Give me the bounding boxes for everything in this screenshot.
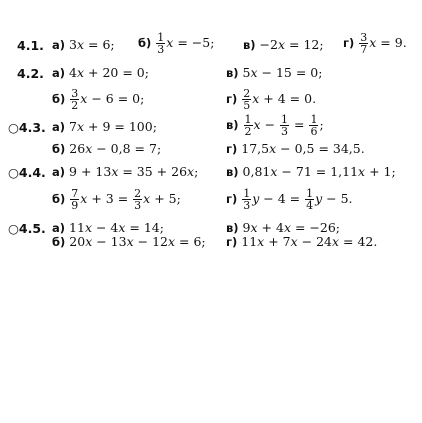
- problem-number: ○4.3.: [8, 120, 46, 135]
- equation: б) 26x − 0,8 = 7;: [52, 141, 162, 156]
- problem-number: 4.1.: [17, 38, 44, 53]
- equation: а) 4x + 20 = 0;: [52, 65, 149, 80]
- equation: г) $\frac{3}{7}$ x = 9.: [343, 31, 407, 56]
- equation: в) 9x + 4x = −26;: [226, 220, 341, 235]
- equation: г) 17,5x − 0,5 = 34,5.: [226, 141, 365, 156]
- equation: б) 20x − 13x − 12x = 6;: [52, 234, 206, 249]
- equation: в) $\frac{1}{2}$ x − $\frac{1}{3}$ = $\frac{1}{6}$ ;: [226, 113, 324, 138]
- equation: г) $\frac{2}{5}$ x + 4 = 0.: [226, 87, 317, 112]
- equation: в) 0,81x − 71 = 1,11x + 1;: [226, 164, 396, 179]
- equation: г) 11x + 7x − 24x = 42.: [226, 234, 378, 249]
- equation: б) $\frac{3}{2}$ x − 6 = 0;: [52, 87, 145, 112]
- equation: а) 7x + 9 = 100;: [52, 119, 157, 134]
- equation: а) 9 + 13x = 35 + 26x;: [52, 164, 199, 179]
- equation: б) $\frac{7}{9}$ x + 3 = $\frac{2}{3}$ x + 5;: [52, 187, 181, 212]
- equation: б) $\frac{1}{3}$ x = −5;: [138, 31, 215, 56]
- problem-number: 4.2.: [17, 66, 44, 81]
- equation: а) 11x − 4x = 14;: [52, 220, 164, 235]
- equation: г) $\frac{1}{3}$ y − 4 = $\frac{1}{4}$ y − 5.: [226, 187, 353, 212]
- equation: в) 5x − 15 = 0;: [226, 65, 323, 80]
- equation: в) −2x = 12;: [243, 37, 324, 52]
- problem-number: ○4.4.: [8, 165, 46, 180]
- equation: а) 3x = 6;: [52, 37, 115, 52]
- problem-number: ○4.5.: [8, 221, 46, 236]
